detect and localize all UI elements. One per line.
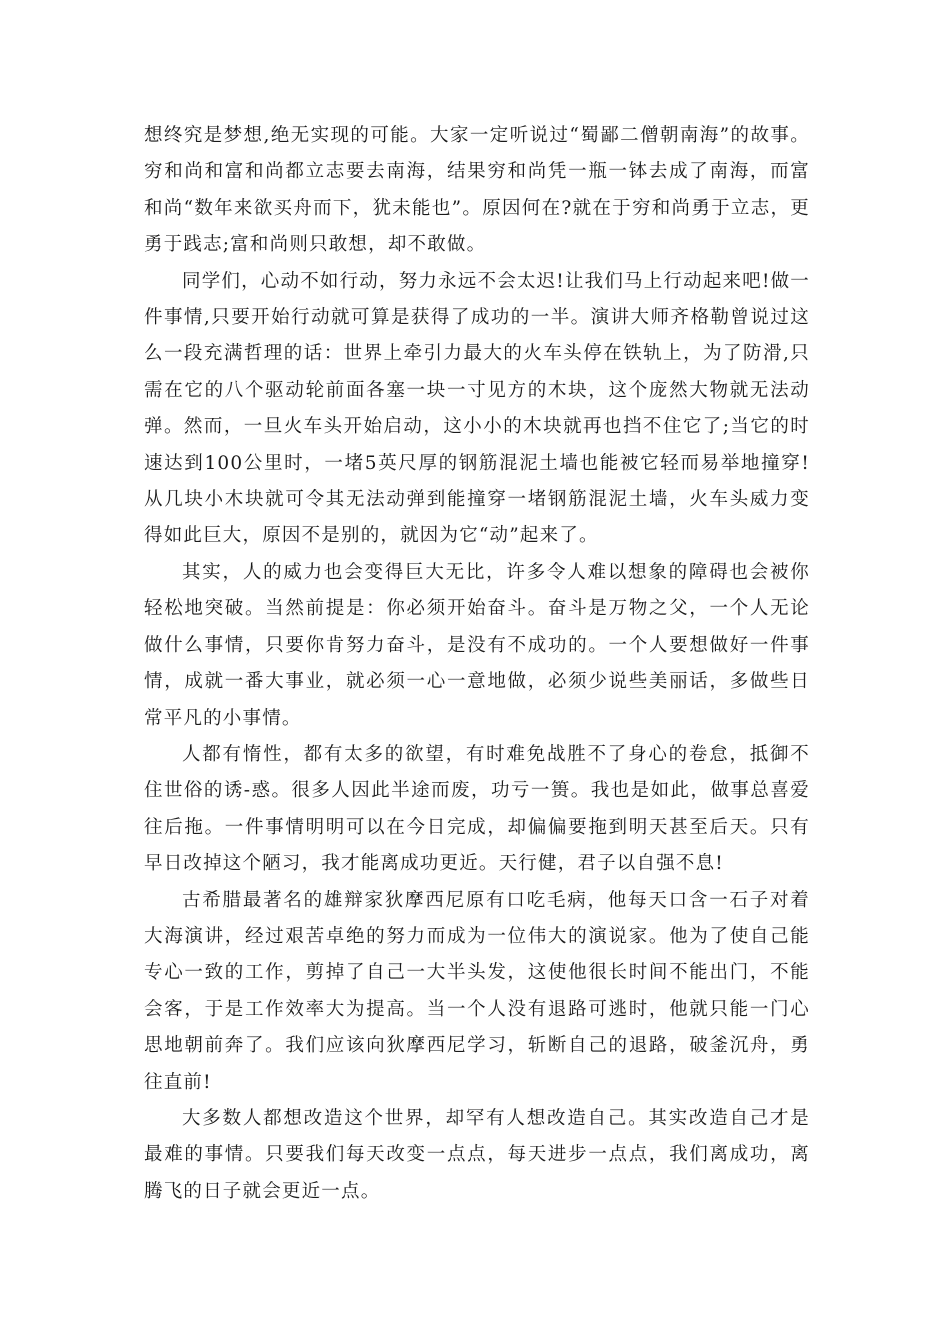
paragraph-6: 大多数人都想改造这个世界，却罕有人想改造自己。其实改造自己才是最难的事情。只要我们每天改变一点点，每天进步一点点，我们离成功，离腾飞的日子就会更近一点。 [144,1107,810,1202]
paragraph-1: 想终究是梦想,绝无实现的可能。大家一定听说过“蜀鄙二僧朝南海”的故事。穷和尚和富和尚都立志要去南海，结果穷和尚凭一瓶一钵去成了南海，而富和尚“数年来欲买舟而下，犹未能也”。原因何在?就在于穷和尚勇于立志，更勇于践志;富和尚则只敢想，却不敢做。 [144,125,810,256]
paragraph-2: 同学们，心动不如行动，努力永远不会太迟!让我们马上行动起来吧!做一件事情,只要开始行动就可算是获得了成功的一半。演讲大师齐格勒曾说过这么一段充满哲理的话：世界上牵引力最大的火车头停在铁轨上，为了防滑,只需在它的八个驱动轮前面各塞一块一寸见方的木块，这个庞然大物就无法动弹。然而，一旦火车头开始启动，这小小的木块就再也挡不住它了;当它的时速达到100公里时，一堵5英尺厚的钢筋混泥土墙也能被它轻而易举地撞穿!从几块小木块就可令其无法动弹到能撞穿一堵钢筋混泥土墙，火车头威力变得如此巨大，原因不是别的，就因为它“动”起来了。 [144,270,810,547]
document-body [144,118,810,1210]
paragraph-3: 其实，人的威力也会变得巨大无比，许多令人难以想象的障碍也会被你轻松地突破。当然前提是：你必须开始奋斗。奋斗是万物之父，一个人无论做什么事情，只要你肯努力奋斗，是没有不成功的。一个人要想做好一件事情，成就一番大事业，就必须一心一意地做，必须少说些美丽话，多做些日常平凡的小事情。 [144,561,810,729]
paragraph-5: 古希腊最著名的雄辩家狄摩西尼原有口吃毛病，他每天口含一石子对着大海演讲，经过艰苦卓绝的努力而成为一位伟大的演说家。他为了使自己能专心一致的工作，剪掉了自己一大半头发，这使他很长时间不能出门，不能会客，于是工作效率大为提高。当一个人没有退路可逃时，他就只能一门心思地朝前奔了。我们应该向狄摩西尼学习，斩断自己的退路，破釜沉舟，勇往直前! [144,889,810,1093]
paragraph-4: 人都有惰性，都有太多的欲望，有时难免战胜不了身心的卷怠，抵御不住世俗的诱-惑。很多人因此半途而废，功亏一篑。我也是如此，做事总喜爱往后拖。一件事情明明可以在今日完成，却偏偏要拖到明天甚至后天。只有早日改掉这个陋习，我才能离成功更近。天行健，君子以自强不息! [144,743,810,875]
